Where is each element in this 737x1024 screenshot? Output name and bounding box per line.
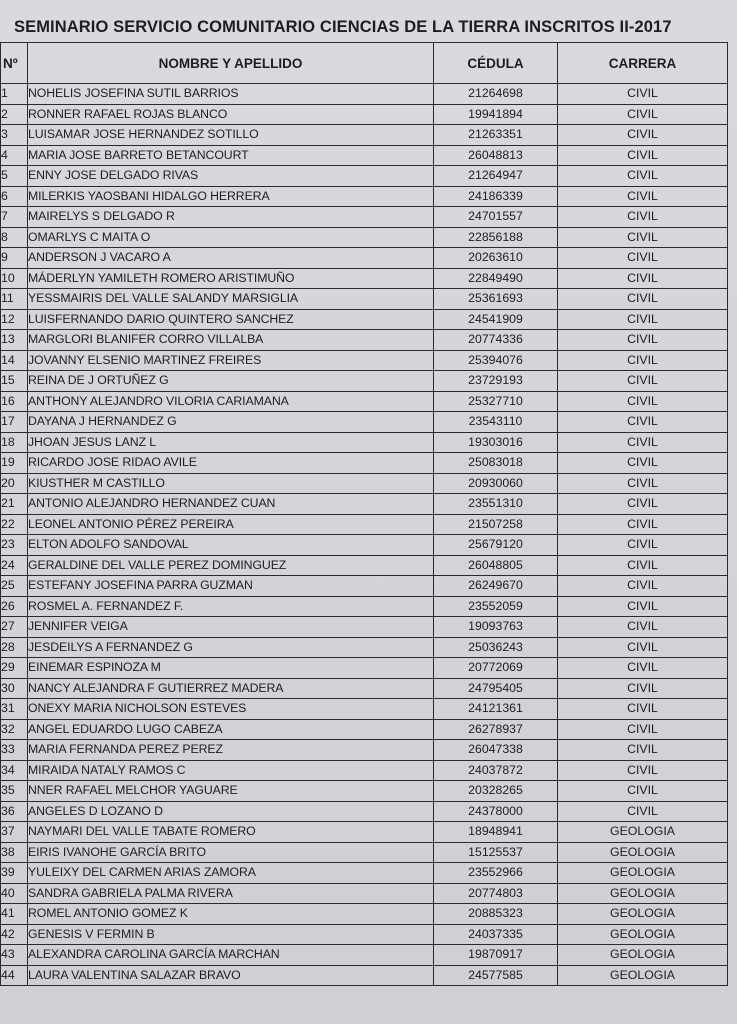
table-row [1, 760, 728, 781]
row-number: 23 [1, 535, 28, 556]
row-id-number: 15125537 [434, 842, 558, 863]
row-number: 44 [1, 965, 28, 986]
row-number: 12 [1, 309, 28, 330]
row-id-number: 24037872 [434, 760, 558, 781]
row-career: CIVIL [558, 494, 728, 515]
row-id-number: 25083018 [434, 453, 558, 474]
row-number: 36 [1, 801, 28, 822]
row-name: ANDERSON J VACARO A [28, 248, 434, 269]
row-number: 21 [1, 494, 28, 515]
row-id-number: 25036243 [434, 637, 558, 658]
row-name: RONNER RAFAEL ROJAS BLANCO [28, 104, 434, 125]
table-row [1, 658, 728, 679]
table-row [1, 965, 728, 986]
row-name: NOHELIS JOSEFINA SUTIL BARRIOS [28, 84, 434, 105]
row-id-number: 24701557 [434, 207, 558, 228]
table-row [1, 904, 728, 925]
row-id-number: 24037335 [434, 924, 558, 945]
row-id-number: 24541909 [434, 309, 558, 330]
row-career: CIVIL [558, 391, 728, 412]
row-id-number: 26249670 [434, 576, 558, 597]
row-id-number: 25679120 [434, 535, 558, 556]
row-id-number: 23552966 [434, 863, 558, 884]
table-row [1, 125, 728, 146]
row-career: CIVIL [558, 473, 728, 494]
row-career: CIVIL [558, 576, 728, 597]
row-career: CIVIL [558, 268, 728, 289]
row-id-number: 24577585 [434, 965, 558, 986]
row-career: CIVIL [558, 84, 728, 105]
row-name: ELTON ADOLFO SANDOVAL [28, 535, 434, 556]
table-row [1, 637, 728, 658]
row-career: CIVIL [558, 617, 728, 638]
row-number: 32 [1, 719, 28, 740]
row-name: YESSMAIRIS DEL VALLE SALANDY MARSIGLIA [28, 289, 434, 310]
row-number: 22 [1, 514, 28, 535]
row-career: CIVIL [558, 166, 728, 187]
table-row [1, 842, 728, 863]
row-career: CIVIL [558, 760, 728, 781]
row-name: SANDRA GABRIELA PALMA RIVERA [28, 883, 434, 904]
row-career: GEOLOGIA [558, 904, 728, 925]
header-row [1, 43, 728, 84]
row-id-number: 21264947 [434, 166, 558, 187]
row-career: CIVIL [558, 125, 728, 146]
table-row [1, 576, 728, 597]
row-name: ANTONIO ALEJANDRO HERNANDEZ CUAN [28, 494, 434, 515]
row-number: 28 [1, 637, 28, 658]
table-row [1, 166, 728, 187]
table-row [1, 432, 728, 453]
table-row [1, 678, 728, 699]
table-row [1, 617, 728, 638]
row-career: CIVIL [558, 227, 728, 248]
table-row [1, 781, 728, 802]
row-career: CIVIL [558, 350, 728, 371]
table-row [1, 555, 728, 576]
row-id-number: 20930060 [434, 473, 558, 494]
table-row [1, 248, 728, 269]
table-row [1, 596, 728, 617]
row-name: GENESIS V FERMIN B [28, 924, 434, 945]
row-number: 25 [1, 576, 28, 597]
row-career: CIVIL [558, 658, 728, 679]
row-name: KIUSTHER M CASTILLO [28, 473, 434, 494]
table-row [1, 699, 728, 720]
row-id-number: 21507258 [434, 514, 558, 535]
table-row [1, 289, 728, 310]
row-name: ROMEL ANTONIO GOMEZ K [28, 904, 434, 925]
row-id-number: 24186339 [434, 186, 558, 207]
table-row [1, 514, 728, 535]
row-number: 24 [1, 555, 28, 576]
row-number: 37 [1, 822, 28, 843]
row-id-number: 26047338 [434, 740, 558, 761]
row-number: 3 [1, 125, 28, 146]
row-name: NAYMARI DEL VALLE TABATE ROMERO [28, 822, 434, 843]
row-name: DAYANA J HERNANDEZ G [28, 412, 434, 433]
row-id-number: 25327710 [434, 391, 558, 412]
row-id-number: 26048805 [434, 555, 558, 576]
row-name: ONEXY MARIA NICHOLSON ESTEVES [28, 699, 434, 720]
row-number: 14 [1, 350, 28, 371]
row-name: JENNIFER VEIGA [28, 617, 434, 638]
row-name: LUISFERNANDO DARIO QUINTERO SANCHEZ [28, 309, 434, 330]
row-career: CIVIL [558, 596, 728, 617]
row-number: 18 [1, 432, 28, 453]
row-career: CIVIL [558, 145, 728, 166]
row-id-number: 25394076 [434, 350, 558, 371]
table-row [1, 186, 728, 207]
roster-body [1, 84, 728, 986]
row-name: ENNY JOSE DELGADO RIVAS [28, 166, 434, 187]
row-id-number: 26048813 [434, 145, 558, 166]
row-id-number: 25361693 [434, 289, 558, 310]
row-career: GEOLOGIA [558, 883, 728, 904]
row-name: MARGLORI BLANIFER CORRO VILLALBA [28, 330, 434, 351]
row-name: ROSMEL A. FERNANDEZ F. [28, 596, 434, 617]
row-number: 20 [1, 473, 28, 494]
row-career: CIVIL [558, 432, 728, 453]
row-career: GEOLOGIA [558, 822, 728, 843]
row-name: EIRIS IVANOHE GARCÍA BRITO [28, 842, 434, 863]
row-number: 8 [1, 227, 28, 248]
row-career: CIVIL [558, 248, 728, 269]
row-number: 33 [1, 740, 28, 761]
row-id-number: 24121361 [434, 699, 558, 720]
row-name: EINEMAR ESPINOZA M [28, 658, 434, 679]
header-number: Nº [1, 43, 28, 84]
row-id-number: 18948941 [434, 822, 558, 843]
row-career: CIVIL [558, 555, 728, 576]
header-name: NOMBRE Y APELLIDO [28, 43, 434, 84]
row-id-number: 23543110 [434, 412, 558, 433]
row-id-number: 22856188 [434, 227, 558, 248]
table-row [1, 945, 728, 966]
table-row [1, 371, 728, 392]
row-career: CIVIL [558, 371, 728, 392]
row-id-number: 19941894 [434, 104, 558, 125]
row-id-number: 26278937 [434, 719, 558, 740]
header-id: CÉDULA [434, 43, 558, 84]
row-number: 31 [1, 699, 28, 720]
document-title: SEMINARIO SERVICIO COMUNITARIO CIENCIAS DE LA TIERRA INSCRITOS II-2017 [14, 18, 672, 36]
row-career: CIVIL [558, 740, 728, 761]
table-row [1, 350, 728, 371]
row-number: 1 [1, 84, 28, 105]
row-career: GEOLOGIA [558, 924, 728, 945]
row-name: MILERKIS YAOSBANI HIDALGO HERRERA [28, 186, 434, 207]
row-id-number: 20328265 [434, 781, 558, 802]
row-name: LEONEL ANTONIO PÉREZ PEREIRA [28, 514, 434, 535]
table-row [1, 330, 728, 351]
row-number: 40 [1, 883, 28, 904]
row-name: MARIA JOSE BARRETO BETANCOURT [28, 145, 434, 166]
row-number: 38 [1, 842, 28, 863]
table-row [1, 268, 728, 289]
header-career: CARRERA [558, 43, 728, 84]
row-name: MIRAIDA NATALY RAMOS C [28, 760, 434, 781]
row-career: GEOLOGIA [558, 965, 728, 986]
row-career: CIVIL [558, 801, 728, 822]
row-career: GEOLOGIA [558, 945, 728, 966]
row-number: 2 [1, 104, 28, 125]
row-name: MARIA FERNANDA PEREZ PEREZ [28, 740, 434, 761]
row-name: ALEXANDRA CAROLINA GARCÍA MARCHAN [28, 945, 434, 966]
row-number: 43 [1, 945, 28, 966]
row-name: JHOAN JESUS LANZ L [28, 432, 434, 453]
row-career: CIVIL [558, 514, 728, 535]
row-number: 4 [1, 145, 28, 166]
row-id-number: 20774336 [434, 330, 558, 351]
row-career: GEOLOGIA [558, 863, 728, 884]
row-name: RICARDO JOSE RIDAO AVILE [28, 453, 434, 474]
table-row [1, 822, 728, 843]
row-name: GERALDINE DEL VALLE PEREZ DOMINGUEZ [28, 555, 434, 576]
row-career: CIVIL [558, 637, 728, 658]
row-name: NANCY ALEJANDRA F GUTIERREZ MADERA [28, 678, 434, 699]
table-row [1, 104, 728, 125]
row-id-number: 21263351 [434, 125, 558, 146]
table-row [1, 145, 728, 166]
row-number: 11 [1, 289, 28, 310]
row-name: MÁDERLYN YAMILETH ROMERO ARISTIMUÑO [28, 268, 434, 289]
row-name: ESTEFANY JOSEFINA PARRA GUZMAN [28, 576, 434, 597]
row-id-number: 19303016 [434, 432, 558, 453]
row-id-number: 24795405 [434, 678, 558, 699]
row-name: NNER RAFAEL MELCHOR YAGUARE [28, 781, 434, 802]
row-number: 17 [1, 412, 28, 433]
row-number: 15 [1, 371, 28, 392]
row-career: CIVIL [558, 330, 728, 351]
row-number: 7 [1, 207, 28, 228]
row-name: OMARLYS C MAITA O [28, 227, 434, 248]
row-career: CIVIL [558, 412, 728, 433]
row-id-number: 20885323 [434, 904, 558, 925]
row-id-number: 24378000 [434, 801, 558, 822]
row-name: LAURA VALENTINA SALAZAR BRAVO [28, 965, 434, 986]
row-career: CIVIL [558, 453, 728, 474]
row-name: LUISAMAR JOSE HERNANDEZ SOTILLO [28, 125, 434, 146]
row-career: CIVIL [558, 104, 728, 125]
row-id-number: 20772069 [434, 658, 558, 679]
table-row [1, 473, 728, 494]
row-id-number: 23551310 [434, 494, 558, 515]
row-career: CIVIL [558, 289, 728, 310]
row-name: ANGEL EDUARDO LUGO CABEZA [28, 719, 434, 740]
row-name: JESDEILYS A FERNANDEZ G [28, 637, 434, 658]
row-career: CIVIL [558, 186, 728, 207]
table-row [1, 207, 728, 228]
row-name: MAIRELYS S DELGADO R [28, 207, 434, 228]
row-id-number: 20263610 [434, 248, 558, 269]
row-id-number: 23552059 [434, 596, 558, 617]
row-name: JOVANNY ELSENIO MARTINEZ FREIRES [28, 350, 434, 371]
row-number: 35 [1, 781, 28, 802]
row-career: CIVIL [558, 535, 728, 556]
row-number: 16 [1, 391, 28, 412]
row-id-number: 23729193 [434, 371, 558, 392]
table-row [1, 863, 728, 884]
row-number: 13 [1, 330, 28, 351]
table-row [1, 84, 728, 105]
row-id-number: 20774803 [434, 883, 558, 904]
row-career: GEOLOGIA [558, 842, 728, 863]
row-name: ANGELES D LOZANO D [28, 801, 434, 822]
row-number: 10 [1, 268, 28, 289]
table-row [1, 719, 728, 740]
row-career: CIVIL [558, 678, 728, 699]
row-number: 41 [1, 904, 28, 925]
row-id-number: 22849490 [434, 268, 558, 289]
row-id-number: 19093763 [434, 617, 558, 638]
row-number: 26 [1, 596, 28, 617]
row-name: ANTHONY ALEJANDRO VILORIA CARIAMANA [28, 391, 434, 412]
row-number: 19 [1, 453, 28, 474]
row-number: 5 [1, 166, 28, 187]
table-row [1, 412, 728, 433]
row-number: 42 [1, 924, 28, 945]
table-row [1, 535, 728, 556]
table-row [1, 924, 728, 945]
row-career: CIVIL [558, 207, 728, 228]
row-number: 27 [1, 617, 28, 638]
row-career: CIVIL [558, 719, 728, 740]
row-id-number: 21264698 [434, 84, 558, 105]
roster-table [0, 42, 728, 986]
table-row [1, 740, 728, 761]
table-row [1, 391, 728, 412]
table-row [1, 494, 728, 515]
table-row [1, 309, 728, 330]
table-row [1, 453, 728, 474]
row-career: CIVIL [558, 699, 728, 720]
row-number: 30 [1, 678, 28, 699]
row-career: CIVIL [558, 309, 728, 330]
row-number: 9 [1, 248, 28, 269]
table-row [1, 883, 728, 904]
row-name: YULEIXY DEL CARMEN ARIAS ZAMORA [28, 863, 434, 884]
row-id-number: 19870917 [434, 945, 558, 966]
row-number: 6 [1, 186, 28, 207]
row-career: CIVIL [558, 781, 728, 802]
table-row [1, 227, 728, 248]
table-row [1, 801, 728, 822]
row-name: REINA DE J ORTUÑEZ G [28, 371, 434, 392]
row-number: 34 [1, 760, 28, 781]
row-number: 39 [1, 863, 28, 884]
row-number: 29 [1, 658, 28, 679]
